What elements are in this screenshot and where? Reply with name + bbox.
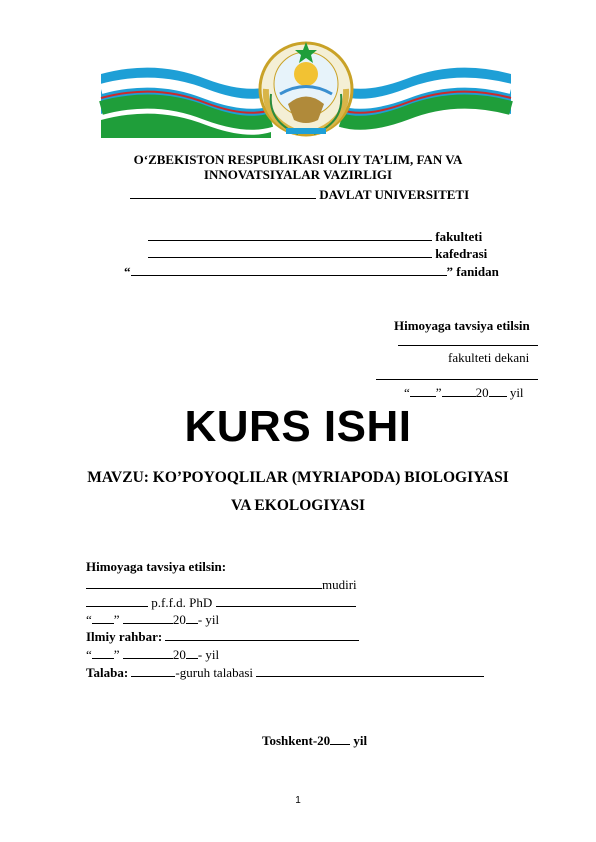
date1-open: “ (86, 612, 92, 627)
date1-year-blank[interactable] (186, 613, 198, 624)
approval-year-blank[interactable] (489, 386, 507, 397)
emblem-banner (96, 34, 516, 138)
subject-open-quote: “ (124, 264, 131, 279)
department-blank[interactable] (148, 247, 432, 258)
subject-line (124, 264, 499, 280)
ministry-line-1: O‘ZBEKISTON RESPUBLIKASI OLIY TA’LIM, FAN VA (133, 152, 463, 167)
department-suffix: kafedrasi (435, 246, 488, 261)
date2-line (86, 647, 219, 663)
date1-day-blank[interactable] (92, 613, 114, 624)
approval-day-blank[interactable] (410, 386, 436, 397)
head-blank[interactable] (86, 578, 322, 589)
head-line (86, 577, 357, 593)
approval-date-close: ” (435, 385, 442, 400)
degree-name-blank[interactable] (86, 596, 148, 607)
approval-date-open: “ (404, 385, 410, 400)
recommend-label: Himoyaga tavsiya etilsin: (86, 559, 227, 574)
approval-signature-line[interactable] (398, 333, 538, 346)
date2-open: “ (86, 647, 92, 662)
student-group-blank[interactable] (131, 666, 175, 677)
page-number: 1 (295, 795, 301, 806)
subject-suffix: ” fanidan (446, 264, 499, 279)
date2-year: 20 (172, 647, 186, 662)
approval-title: Himoyaga tavsiya etilsin (394, 318, 530, 333)
date1-year: 20 (172, 612, 186, 627)
faculty-blank[interactable] (148, 230, 432, 241)
student-label: Talaba: (86, 665, 129, 680)
dean-signature-line[interactable] (376, 367, 538, 380)
city-year (262, 733, 367, 749)
department-line (148, 246, 487, 262)
degree-label: p.f.f.d. PhD (151, 595, 213, 610)
date1-suffix: - yil (197, 612, 220, 627)
date1-close: ” (113, 612, 120, 627)
approval-date (404, 385, 524, 401)
student-line (86, 665, 484, 681)
date1-month-blank[interactable] (123, 613, 173, 624)
advisor-line (86, 629, 359, 645)
dean-label: fakulteti dekani (448, 350, 530, 365)
date2-close: ” (113, 647, 120, 662)
faculty-line (148, 229, 482, 245)
city-year-suffix: yil (353, 733, 368, 748)
degree-line (86, 595, 356, 611)
student-group-label: -guruh talabasi (175, 665, 254, 680)
head-label: mudiri (322, 577, 357, 592)
date2-month-blank[interactable] (123, 648, 173, 659)
city-year-prefix: Toshkent-20 (262, 733, 331, 748)
date1-line (86, 612, 219, 628)
ministry-line-2: INNOVATSIYALAR VAZIRLIGI (203, 167, 393, 182)
advisor-blank[interactable] (165, 630, 359, 641)
university-blank[interactable] (130, 188, 316, 199)
student-name-blank[interactable] (256, 666, 484, 677)
subject-blank[interactable] (131, 265, 447, 276)
topic-line-1: MAVZU: KO’POYOQLILAR (MYRIAPODA) BIOLOGIYASI (87, 469, 509, 486)
document-title: KURS ISHI (184, 402, 412, 451)
date2-suffix: - yil (197, 647, 220, 662)
date2-year-blank[interactable] (186, 648, 198, 659)
approval-month-blank[interactable] (442, 386, 476, 397)
city-year-blank[interactable] (330, 734, 350, 745)
date2-day-blank[interactable] (92, 648, 114, 659)
advisor-label: Ilmiy rahbar: (86, 629, 163, 644)
topic-line-2: VA EKOLOGIYASI (231, 497, 365, 514)
uzbekistan-emblem-icon (96, 34, 516, 138)
approval-year-suffix: yil (509, 385, 524, 400)
degree-signature-blank[interactable] (216, 596, 356, 607)
faculty-suffix: fakulteti (435, 229, 483, 244)
university-line (130, 187, 469, 203)
university-suffix: DAVLAT UNIVERSITETI (319, 187, 470, 202)
approval-year-prefix: 20 (475, 385, 489, 400)
